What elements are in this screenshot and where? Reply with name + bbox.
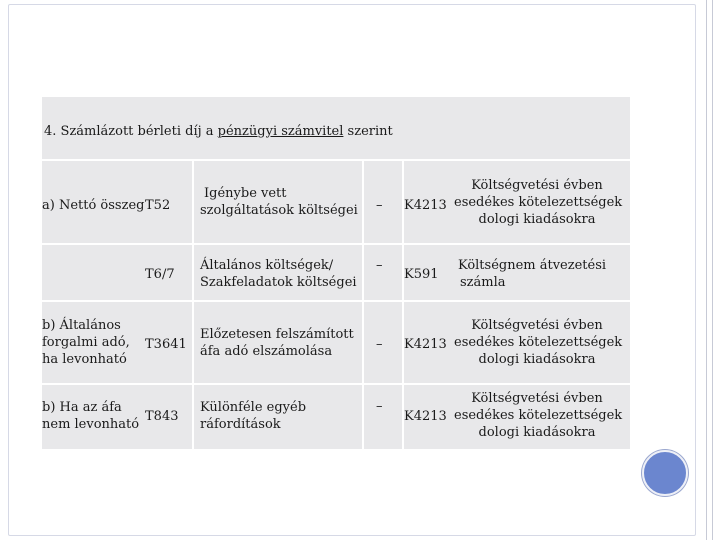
column-separator [362,159,364,449]
text-line: forgalmi adó, [42,335,130,350]
credit-description [454,390,623,441]
heading-suffix: szerint [343,124,393,139]
row-separator [42,159,630,161]
credit-description [454,177,623,228]
text-line: dologi kiadásokra [478,352,596,367]
text-line: Költségvetési évben [471,391,603,406]
row-label [42,317,130,368]
dash: – [376,258,383,273]
text-line: számla [460,275,506,290]
text-line: nem levonható [42,417,140,432]
text-line: Általános költségek/ [200,258,334,273]
debit-account: T843 [145,409,179,424]
debit-account: T52 [145,198,171,213]
dash: – [376,198,383,213]
credit-account: K591 [404,267,439,282]
debit-description [200,399,306,433]
row-separator [42,383,630,385]
heading-link: pénzügyi számvitel [217,124,344,139]
text-line: dologi kiadásokra [478,425,596,440]
text-line: Szakfeladatok költségei [200,275,357,290]
debit-description [200,257,357,291]
text-line: Előzetesen felszámított [200,327,354,342]
debit-account: T3641 [145,337,187,352]
side-rule-outer [712,0,713,540]
credit-description [454,317,623,368]
text-line: b) Ha az áfa [42,400,122,415]
credit-description [454,257,610,291]
dash: – [376,337,383,352]
text-line: esedékes kötelezettségek [454,408,623,423]
heading-prefix: 4. Számlázott bérleti díj a [44,124,214,139]
credit-account: K4213 [404,337,447,352]
text-line: áfa adó elszámolása [200,344,333,359]
dash: – [376,399,383,414]
text-line: szolgáltatások költségei [200,203,358,218]
row-separator [42,300,630,302]
row-label: a) Nettó összeg [42,198,145,213]
text-line: esedékes kötelezettségek [454,195,623,210]
text-line: ráfordítások [200,417,281,432]
text-line: ha levonható [42,352,127,367]
credit-account: K4213 [404,198,447,213]
text-line: esedékes kötelezettségek [454,335,623,350]
debit-description [200,326,354,360]
text-line: Különféle egyéb [200,400,307,415]
debit-description [200,185,358,219]
row-label [42,399,139,433]
table-heading [44,123,393,140]
text-line: Költségvetési évben [471,318,603,333]
accounting-table [42,97,630,449]
side-rule-inner [706,0,707,540]
text-line: Költségnem átvezetési [457,258,607,273]
text-line: b) Általános [42,318,121,333]
text-line: dologi kiadásokra [478,212,596,227]
row-separator [42,243,630,245]
credit-account: K4213 [404,409,447,424]
column-separator [192,159,194,449]
decorative-circle [642,450,688,496]
text-line: Költségvetési évben [471,178,603,193]
debit-account: T6/7 [145,267,175,282]
text-line: Igénybe vett [204,186,287,201]
